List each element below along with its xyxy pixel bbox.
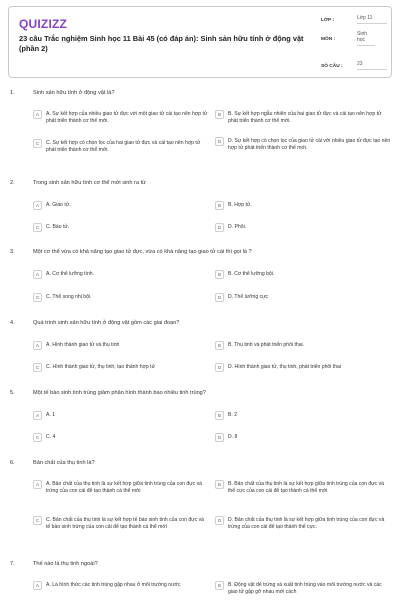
option-text: B. Động vật đẻ trứng và xuất tinh trùng vào môi trường nước và các giao tử gặp gỡ nhau mới cách [228, 582, 382, 595]
option-text: C. 4 [46, 434, 56, 440]
option-key: A [33, 581, 42, 590]
worksheet-header [8, 6, 392, 78]
option-text: B. Hợp tử. [228, 202, 252, 208]
option-text: B. Bản chất của thụ tinh là sự kết hợp giữa tinh trùng của con đực và thể cực của con cái để tạo thành cá thể mới [228, 481, 385, 494]
question-text: Trong sinh sản hữu tính cơ thể mới sinh ra từ [33, 180, 146, 186]
option-text: B. Cơ thể lưỡng bội. [228, 271, 275, 277]
option-text: A. Sự kết hợp của nhiều giao tử đực với một giao tử cái tạo nên hợp tử phát triển thành cơ thể mới. [46, 111, 208, 124]
option-key: D [215, 516, 224, 525]
option-key: C [33, 516, 42, 525]
option-key: C [33, 139, 42, 148]
class-value: Lớp 11 [357, 15, 387, 24]
option-text: A. Cơ thể lưỡng tính. [46, 271, 95, 277]
option-text: D. 8 [228, 434, 238, 440]
quizizz-logo[interactable]: QUIZIZZ [19, 17, 68, 31]
subject-value: Sinh học [357, 31, 375, 46]
question-text: Một tế bào sinh tinh trùng giảm phân hình thành bao nhiêu tinh trùng? [33, 390, 206, 396]
option-text: D. Thể lưỡng cực [228, 294, 269, 300]
option-text: B. Thụ tinh và phát triển phôi thai. [228, 342, 305, 348]
worksheet-title: 23 câu Trắc nghiệm Sinh học 11 Bài 45 (có đáp án): Sinh sản hữu tính ở động vật (phần 2) [19, 34, 304, 53]
meta-count [321, 58, 387, 77]
option-text: A. 1 [46, 412, 56, 418]
option-key: C [33, 433, 42, 442]
option-key: D [215, 137, 224, 146]
option-key: B [215, 341, 224, 350]
question-text: Một cơ thể vừa có khả năng tạo giao tử đực, vừa có khả năng tạo giao tử cái thì gọi là ? [33, 249, 252, 255]
question-number: 6. [10, 460, 15, 466]
option-key: D [215, 223, 224, 232]
meta-class [321, 12, 387, 31]
option-text: D. Bản chất của thụ tinh là sự kết hợp giữa tinh trùng của con đực và trứng của con cái để tạo thành thể cực. [228, 517, 385, 530]
class-label: LỚP : [321, 18, 335, 23]
question-number: 5. [10, 390, 15, 396]
option-text: B. 2 [228, 412, 238, 418]
option-text: A. Bản chất của thụ tinh là sự kết hợp giữa tinh trùng của con đực và trứng của con cái để tạo thành cá thể mới [46, 481, 203, 494]
option-key: A [33, 270, 42, 279]
meta-subject [321, 31, 387, 58]
question-number: 1. [10, 90, 15, 96]
option-text: A. Là hình thức các tinh trùng gặp nhau ở môi trường nước [46, 582, 181, 588]
option-key: A [33, 480, 42, 489]
option-text: D. Hình thành giao tử, thụ tinh, phát triển phôi thai [228, 364, 341, 370]
count-label: SỐ CÂU : [321, 64, 343, 69]
option-key: A [33, 341, 42, 350]
option-key: B [215, 270, 224, 279]
option-text: B. Sự kết hợp ngẫu nhiên của hai giao tử đực và cái tạo nên hợp tử phát triển thành cơ thể mới. [228, 111, 382, 124]
question-number: 4. [10, 320, 15, 326]
option-key: B [215, 480, 224, 489]
option-key: B [215, 201, 224, 210]
option-key: C [33, 363, 42, 372]
question-text: Thế nào là thụ tinh ngoài? [33, 561, 98, 567]
option-key: D [215, 433, 224, 442]
worksheet-meta [321, 12, 387, 77]
option-key: C [33, 293, 42, 302]
option-text: C. Bào tử. [46, 224, 70, 230]
question-text: Bản chất của thụ tinh là? [33, 460, 95, 466]
question-text: Sinh sản hữu tính ở động vật là? [33, 90, 115, 96]
count-value: 23 [357, 61, 387, 70]
option-text: C. Bản chất của thụ tinh là sự kết hợp tế bào sinh tinh của con đực và tế bào sinh trứng của con cái để tạo thành cá thể mới [46, 517, 204, 530]
question-text: Quá trình sinh sản hữu tính ở động vật gồm các giai đoạn? [33, 320, 180, 326]
option-text: C. Thể song nhị bội. [46, 294, 92, 300]
option-text: D. Phôi. [228, 224, 247, 230]
question-number: 3. [10, 249, 15, 255]
option-key: A [33, 201, 42, 210]
option-key: B [215, 581, 224, 590]
option-key: D [215, 363, 224, 372]
option-key: A [33, 110, 42, 119]
option-text: C. Hình thành giao tử, thụ tinh, tạo thành hợp tử [46, 364, 155, 370]
subject-label: MÔN : [321, 37, 336, 42]
option-text: A. Giao tử. [46, 202, 71, 208]
option-text: C. Sự kết hợp có chọn lọc của hai giao tử đực và cái tạo nên hợp tử phát triển thành cơ thể mới. [46, 140, 201, 153]
question-number: 7. [10, 561, 15, 567]
question-number: 2. [10, 180, 15, 186]
option-text: D. Sự kết hợp có chọn lọc của giao tử cái với nhiều giao tử đực tạo nên hợp tử phát triển thành cơ thể mới. [228, 138, 391, 151]
option-key: B [215, 411, 224, 420]
option-text: A. Hình thành giao tử và thụ tinh [46, 342, 120, 348]
option-key: B [215, 110, 224, 119]
option-key: A [33, 411, 42, 420]
option-key: D [215, 293, 224, 302]
option-key: C [33, 223, 42, 232]
